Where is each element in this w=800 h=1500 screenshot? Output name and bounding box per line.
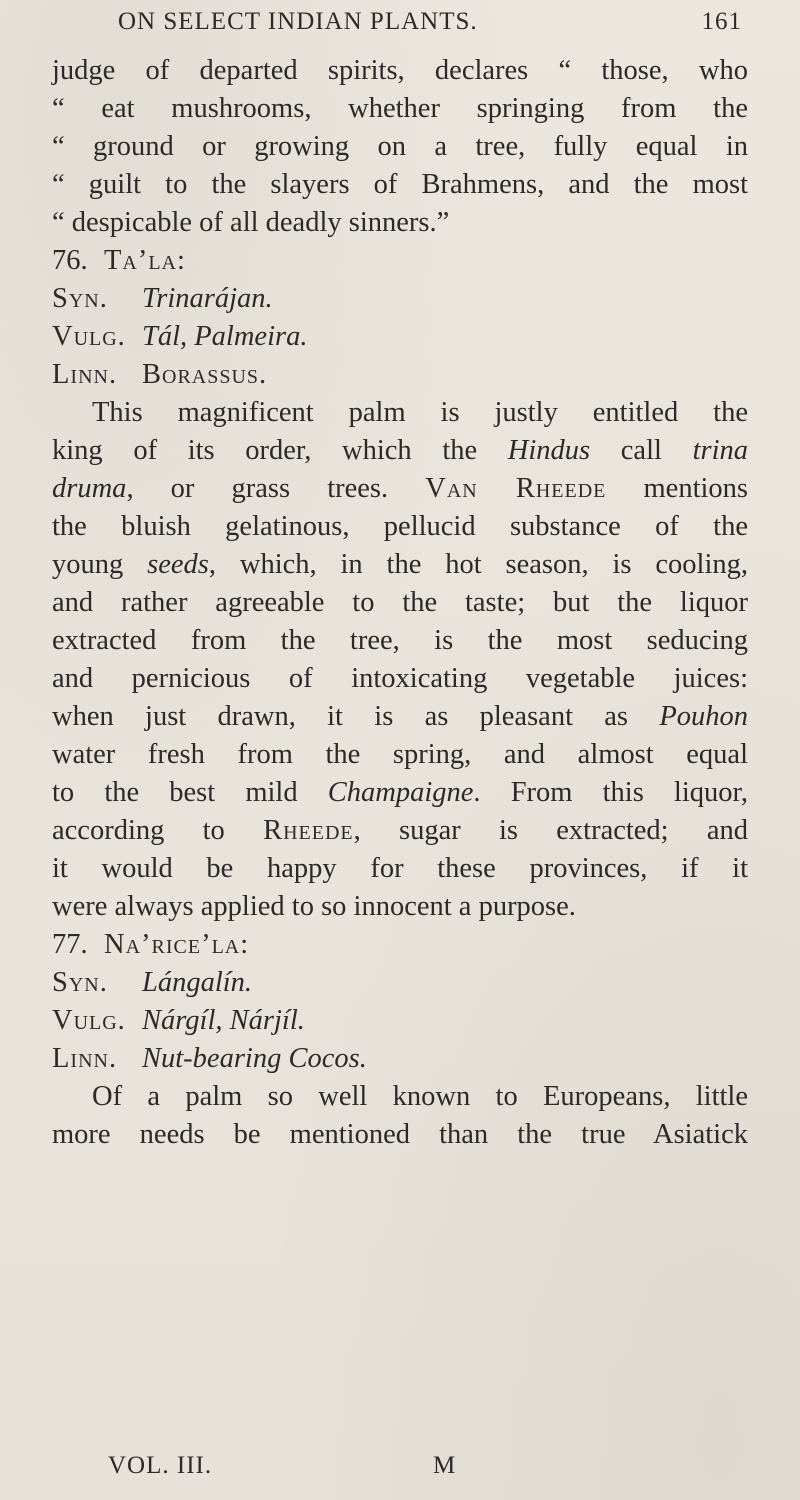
linnaean-line (52, 356, 748, 394)
entry-number: 76. (52, 245, 88, 276)
entry-heading (52, 242, 748, 280)
body-line: were always applied to so innocent a purpose. (52, 891, 576, 922)
synonym-line (52, 280, 748, 318)
vulgar-line (52, 1002, 748, 1040)
body-line: it would be happy for these provinces, if it (52, 853, 748, 884)
vulg-label: Vulg. (52, 321, 126, 352)
italic-term: trina (692, 435, 749, 466)
signature-mark: M (433, 1452, 456, 1479)
body-line: according to Rheede, sugar is extracted; and (52, 815, 749, 846)
vulg-value: Nárgíl, Nárjíl. (142, 1005, 305, 1036)
running-head-title: ON SELECT INDIAN PLANTS. (118, 8, 478, 35)
page-footer (108, 1452, 748, 1492)
author-name: Rheede (263, 815, 354, 846)
body-line: young seeds, which, in the hot season, is cooling, (52, 549, 749, 580)
body-line: more needs be mentioned than the true Asiatick (52, 1119, 748, 1150)
body-line: the bluish gelatinous, pellucid substance of the (52, 511, 748, 542)
italic-term: seeds (147, 549, 209, 580)
linn-value: Nut-bearing Cocos. (142, 1043, 367, 1074)
syn-value: Trinarájan. (142, 283, 273, 314)
entry-title: Na’rice’la: (104, 929, 250, 960)
running-head (0, 6, 800, 46)
synonym-line (52, 964, 748, 1002)
body-line: Of a palm so well known to Europeans, little (92, 1081, 748, 1112)
linn-label: Linn. (52, 359, 118, 390)
linn-value: Borassus. (142, 359, 268, 390)
quote-line: “ despicable of all deadly sinners.” (52, 207, 450, 238)
volume-label: VOL. III. (108, 1452, 213, 1479)
syn-label: Syn. (52, 967, 108, 998)
body-line: and pernicious of intoxicating vegetable juices: (52, 663, 748, 694)
italic-term: Champaigne (327, 777, 474, 808)
body-line: when just drawn, it is as pleasant as Pouhon (52, 701, 748, 732)
entry-number: 77. (52, 929, 88, 960)
body-line: extracted from the tree, is the most seducing (52, 625, 748, 656)
body-line: king of its order, which the Hindus call trina (52, 435, 749, 466)
body-line: This magnificent palm is justly entitled the (92, 397, 748, 428)
quote-line: “ ground or growing on a tree, fully equal in (52, 131, 748, 162)
body-line: druma, or grass trees. Van Rheede mentions (52, 473, 748, 504)
body-line: water fresh from the spring, and almost equal (52, 739, 748, 770)
syn-value: Lángalín. (142, 967, 253, 998)
linn-label: Linn. (52, 1043, 118, 1074)
italic-term: druma (52, 473, 127, 504)
italic-term: Pouhon (659, 701, 748, 732)
italic-term: Hindus (507, 435, 591, 466)
quote-line: “ guilt to the slayers of Brahmens, and the most (52, 169, 748, 200)
linnaean-line (52, 1040, 748, 1078)
quote-line: judge of departed spirits, declares “ those, who (52, 55, 748, 86)
body-line: and rather agreeable to the taste; but the liquor (52, 587, 748, 618)
entry-heading (52, 926, 748, 964)
author-name: Van Rheede (425, 473, 607, 504)
vulg-value: Tál, Palmeira. (142, 321, 308, 352)
page-text (52, 52, 748, 1154)
syn-label: Syn. (52, 283, 108, 314)
page-number: 161 (701, 8, 742, 35)
body-line: to the best mild Champaigne. From this liquor, (52, 777, 748, 808)
vulgar-line (52, 318, 748, 356)
quote-line: “ eat mushrooms, whether springing from the (52, 93, 748, 124)
entry-body (52, 394, 748, 926)
entry-title: Ta’la: (104, 245, 186, 276)
vulg-label: Vulg. (52, 1005, 126, 1036)
